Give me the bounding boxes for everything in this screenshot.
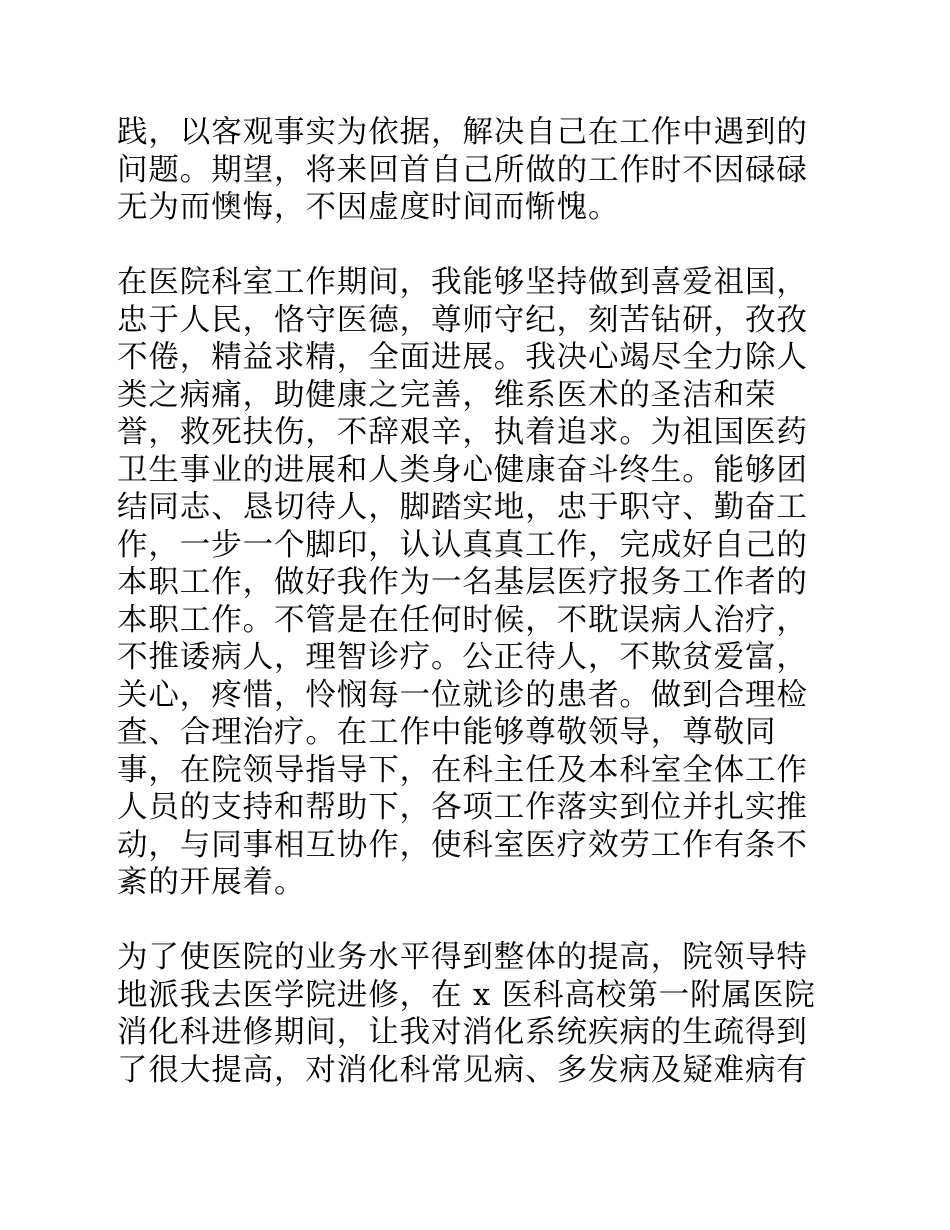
- text-line: 不推诿病人，理智诊疗。公正待人，不欺贫爱富，: [117, 640, 808, 675]
- text-line: 本职工作，做好我作为一名基层医疗报务工作者的: [117, 565, 808, 600]
- text-line: 问题。期望，将来回首自己所做的工作时不因碌碌: [117, 152, 808, 188]
- text-line: 紊的开展着。: [117, 865, 306, 900]
- text-line: 事，在院领导指导下，在科主任及本科室全体工作: [117, 752, 808, 788]
- text-line: 践，以客观事实为依据，解决自己在工作中遇到的: [117, 115, 808, 150]
- text-line: 关心，疼惜，怜悯每一位就诊的患者。做到合理检: [117, 677, 808, 713]
- paragraph-3: [117, 939, 837, 1089]
- text-line: 誉，救死扶伤，不辞艰辛，执着追求。为祖国医药: [117, 415, 808, 450]
- text-line: 无为而懊悔，不因虚度时间而惭愧。: [117, 190, 620, 225]
- text-line: 地派我去医学院进修，在 x 医科高校第一附属医院: [117, 977, 816, 1013]
- paragraph-1: [117, 114, 837, 227]
- text-line: 类之病痛，助健康之完善，维系医术的圣洁和荣: [117, 377, 777, 413]
- text-line: 人员的支持和帮助下，各项工作落实到位并扎实推: [117, 790, 808, 825]
- text-line: 作，一步一个脚印，认认真真工作，完成好自己的: [117, 527, 808, 563]
- paragraph-spacer: [117, 227, 837, 265]
- text-line: 本职工作。不管是在任何时候，不耽误病人治疗，: [117, 602, 808, 638]
- text-line: 了很大提高，对消化科常见病、多发病及疑难病有: [117, 1052, 808, 1088]
- text-line: 卫生事业的进展和人类身心健康奋斗终生。能够团: [117, 452, 808, 488]
- text-line: 结同志、恳切待人，脚踏实地，忠于职守、勤奋工: [117, 490, 808, 525]
- paragraph-2: [117, 264, 837, 902]
- text-line: 查、合理治疗。在工作中能够尊敬领导，尊敬同: [117, 715, 777, 750]
- document-body: [117, 114, 837, 1089]
- text-line: 消化科进修期间，让我对消化系统疾病的生疏得到: [117, 1015, 808, 1050]
- text-line: 在医院科室工作期间，我能够坚持做到喜爱祖国，: [117, 265, 808, 300]
- text-line: 为了使医院的业务水平得到整体的提高，院领导特: [117, 940, 808, 975]
- text-line: 忠于人民，恪守医德，尊师守纪，刻苦钻研，孜孜: [117, 302, 808, 338]
- paragraph-spacer: [117, 902, 837, 940]
- text-line: 不倦，精益求精，全面进展。我决心竭尽全力除人: [117, 340, 808, 375]
- text-line: 动，与同事相互协作，使科室医疗效劳工作有条不: [117, 827, 808, 863]
